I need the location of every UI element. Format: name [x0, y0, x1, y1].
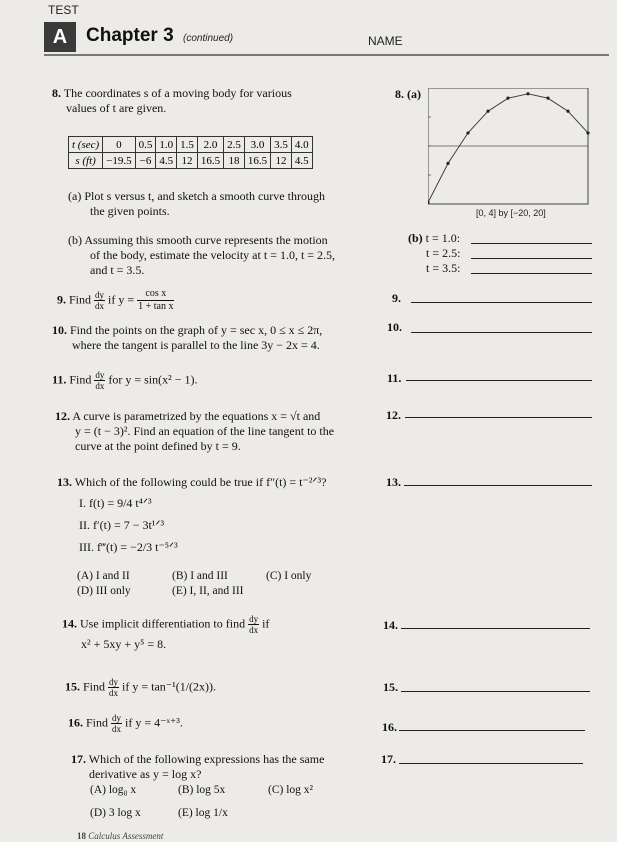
answer-8b-label: (b) t = 1.0:: [408, 231, 461, 245]
data-point: [526, 92, 529, 95]
answer-line-8b-1[interactable]: [471, 243, 592, 244]
data-point: [566, 110, 569, 113]
question-9: 9. Find $\frac{dy}{dx}$ if y = $\frac{\text{cos x}}{\text{1 + tan x}}$: [57, 288, 174, 312]
answer-15-label: 15.: [383, 680, 398, 694]
answer-11-label: 11.: [387, 371, 402, 385]
question-13-option-3: III. f‴(t) = −2/3 t⁻⁵ᐟ³: [79, 540, 178, 554]
answer-8b-2-label: t = 2.5:: [426, 246, 461, 260]
sketch-curve: [428, 94, 588, 203]
question-15: 15. Find $\frac{dy}{dx}$ if y = tan⁻¹(1/(2x)).: [65, 677, 217, 698]
question-10: 10. Find the points on the graph of y = sec x, 0 ≤ x ≤ 2π, where the tangent is parallel to the line 3y − 2x = 4.: [52, 323, 323, 352]
choice-17e: (E) log 1/x: [178, 807, 228, 819]
chapter-title: Chapter 3: [86, 25, 174, 46]
answer-line-10[interactable]: [411, 332, 592, 333]
graph-area[interactable]: [428, 88, 590, 206]
question-12: 12. A curve is parametrized by the equations x = √t and y = (t − 3)². Find an equation of the line tangent to the curve at the point defined by t = 9.: [55, 409, 335, 453]
name-label: NAME: [368, 34, 403, 48]
answer-line-9[interactable]: [411, 302, 592, 303]
form-letter-badge: A: [44, 22, 76, 52]
question-13-option-2: II. f′(t) = 7 − 3t¹ᐟ³: [79, 518, 165, 532]
choice-13e: (E) I, II, and III: [172, 585, 244, 597]
answer-8a-label: 8. (a): [395, 87, 421, 101]
answer-16-label: 16.: [382, 720, 397, 734]
table-row: s (ft) −19.5 −6 4.5 12 16.5 18 16.5 12 4.5: [69, 153, 313, 169]
test-label: TEST: [48, 3, 79, 17]
question-11: 11. Find $\frac{dy}{dx}$ for y = sin(x² − 1).: [52, 370, 198, 391]
data-point: [486, 110, 489, 113]
data-table: [68, 136, 313, 169]
question-16: 16. Find $\frac{dy}{dx}$ if y = 4⁻ˣ⁺³.: [68, 713, 183, 734]
data-point: [586, 131, 589, 134]
choice-17a: (A) log₈ x: [90, 784, 137, 796]
choice-17b: (B) log 5x: [178, 784, 226, 796]
answer-line-8b-2[interactable]: [471, 258, 592, 259]
graph-window-caption: [0, 4] by [−20, 20]: [476, 208, 546, 218]
question-14-equation: x² + 5xy + y⁵ = 8.: [81, 637, 167, 651]
choice-13b: (B) I and III: [172, 570, 228, 582]
choice-13d: (D) III only: [77, 585, 131, 597]
answer-14-label: 14.: [383, 618, 398, 632]
answer-line-15[interactable]: [401, 691, 590, 692]
answer-17-label: 17.: [381, 752, 396, 766]
data-point: [506, 97, 509, 100]
question-17: 17. Which of the following expressions has the same derivative as y = log x?: [71, 752, 325, 781]
answer-13-label: 13.: [386, 475, 401, 489]
question-8: 8. The coordinates s of a moving body for various values of t are given.: [52, 86, 292, 115]
answer-10-label: 10.: [387, 320, 402, 334]
answer-line-13[interactable]: [404, 485, 592, 486]
data-point: [466, 131, 469, 134]
answer-12-label: 12.: [386, 408, 401, 422]
question-14: 14. Use implicit differentiation to find $\frac{dy}{dx}$ if: [62, 614, 270, 635]
question-13: 13. Which of the following could be true if f″(t) = t⁻²ᐟ³?: [57, 475, 327, 489]
choice-13c: (C) I only: [266, 570, 312, 582]
data-point: [546, 97, 549, 100]
continued-label: (continued): [183, 33, 234, 44]
answer-line-17[interactable]: [399, 763, 583, 764]
header-divider: [44, 54, 609, 56]
answer-line-16[interactable]: [399, 730, 585, 731]
question-8b: (b) Assuming this smooth curve represents the motion of the body, estimate the velocity at t = 1.0, t = 2.5, and t = 3.5.: [68, 233, 336, 277]
choice-17c: (C) log x²: [268, 784, 313, 796]
choice-17d: (D) 3 log x: [90, 807, 141, 819]
answer-line-14[interactable]: [401, 628, 590, 629]
choice-13a: (A) I and II: [77, 570, 130, 582]
answer-line-11[interactable]: [406, 380, 592, 381]
table-row: t (sec) 0 0.5 1.0 1.5 2.0 2.5 3.0 3.5 4.0: [69, 137, 313, 153]
data-point: [446, 162, 449, 165]
question-8a: (a) Plot s versus t, and sketch a smooth curve through the given points.: [68, 189, 325, 218]
question-13-option-1: I. f(t) = 9/4 t⁴ᐟ³: [79, 496, 152, 510]
answer-line-8b-3[interactable]: [471, 273, 592, 274]
page-footer: 18 Calculus Assessment: [77, 831, 164, 841]
answer-line-12[interactable]: [405, 417, 592, 418]
answer-9-label: 9.: [392, 291, 401, 305]
answer-8b-3-label: t = 3.5:: [426, 261, 461, 275]
